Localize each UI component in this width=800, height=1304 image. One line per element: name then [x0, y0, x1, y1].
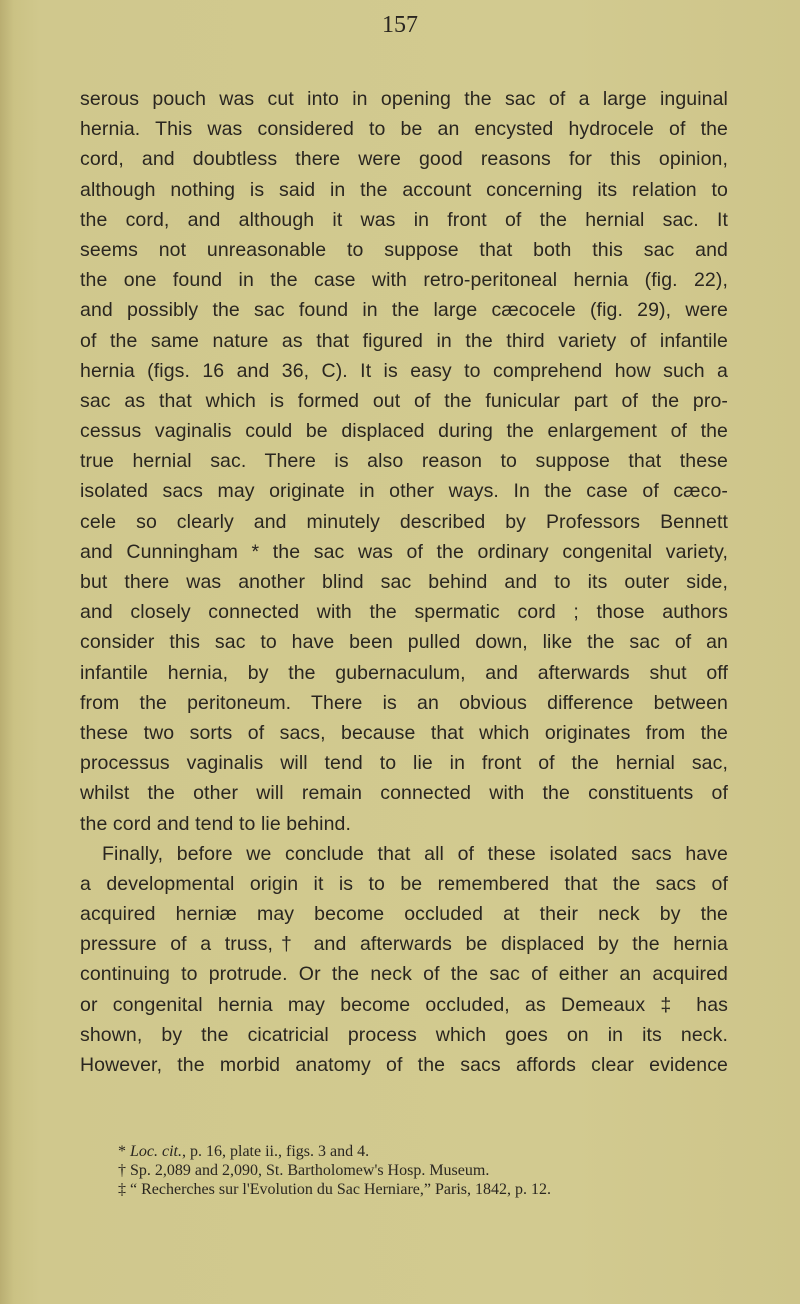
text-line: acquired herniæ may become occluded at their neck by the — [80, 903, 728, 926]
text-line: although nothing is said in the account concerning its relation to — [80, 178, 728, 201]
text-line: but there was another blind sac behind and to its outer side, — [80, 571, 728, 593]
text-line: Finally, before we conclude that all of these isolated sacs have — [102, 842, 728, 865]
text-line: consider this sac to have been pulled down, like the sac of an — [80, 631, 728, 654]
page-number: 157 — [382, 12, 418, 38]
footnote-italic: Loc. cit. — [130, 1143, 182, 1160]
text-line: these two sorts of sacs, because that which originates from the — [80, 721, 728, 744]
text-line: serous pouch was cut into in opening the sac of a large inguinal — [80, 88, 728, 110]
footnote — [118, 1180, 551, 1199]
text-line: true hernial sac. There is also reason to suppose that these — [80, 450, 728, 473]
footnotes — [118, 1142, 551, 1199]
text-line: processus vaginalis will tend to lie in front of the hernial sac, — [80, 752, 728, 775]
body-text — [80, 84, 728, 1080]
text-line: and possibly the sac found in the large cæcocele (fig. 29), were — [80, 299, 728, 322]
text-line: hernia (figs. 16 and 36, C). It is easy to comprehend how such a — [80, 359, 728, 382]
text-line: infantile hernia, by the gubernaculum, and afterwards shut off — [80, 661, 728, 684]
footnote-text: Sp. 2,089 and 2,090, St. Bartholomew's Hosp. Museum. — [130, 1162, 490, 1179]
text-line: the cord, and although it was in front of the hernial sac. It — [80, 208, 728, 231]
text-line: a developmental origin it is to be remembered that the sacs of — [80, 872, 728, 895]
text-line: or congenital hernia may become occluded, as Demeaux ‡ has — [80, 993, 728, 1016]
text-line: hernia. This was considered to be an encysted hydrocele of the — [80, 118, 728, 141]
text-line: seems not unreasonable to suppose that both this sac and — [80, 238, 728, 261]
text-line: and Cunningham * the sac was of the ordinary congenital variety, — [80, 540, 728, 563]
footnote-mark: † — [118, 1162, 126, 1179]
footnote — [118, 1161, 551, 1180]
text-line: isolated sacs may originate in other ways. In the case of cæco- — [80, 480, 728, 503]
footnote — [118, 1142, 551, 1161]
text-line: However, the morbid anatomy of the sacs affords clear evidence — [80, 1054, 728, 1076]
text-line: continuing to protrude. Or the neck of the sac of either an acquired — [80, 963, 728, 986]
text-line: and closely connected with the spermatic cord ; those authors — [80, 601, 728, 624]
text-line: whilst the other will remain connected with the constituents of — [80, 782, 728, 805]
text-line: sac as that which is formed out of the funicular part of the pro- — [80, 389, 728, 412]
text-line: the one found in the case with retro-peritoneal hernia (fig. 22), — [80, 269, 728, 292]
text-line: pressure of a truss,† and afterwards be displaced by the hernia — [80, 933, 728, 956]
text-line: cele so clearly and minutely described by Professors Bennett — [80, 510, 728, 533]
text-line: of the same nature as that figured in the third variety of infantile — [80, 329, 728, 352]
footnote-text: , p. 16, plate ii., figs. 3 and 4. — [182, 1143, 370, 1160]
text-line: shown, by the cicatricial process which goes on in its neck. — [80, 1023, 728, 1046]
text-line: cord, and doubtless there were good reasons for this opinion, — [80, 148, 728, 171]
footnote-text: “ Recherches sur l'Evolution du Sac Herniare,” Paris, 1842, p. 12. — [130, 1181, 551, 1198]
text-line: the cord and tend to lie behind. — [80, 812, 351, 835]
footnote-mark: ‡ — [118, 1181, 126, 1198]
text-line: from the peritoneum. There is an obvious difference between — [80, 691, 728, 714]
footnote-mark: * — [118, 1143, 126, 1160]
text-line: cessus vaginalis could be displaced during the enlargement of the — [80, 420, 728, 443]
